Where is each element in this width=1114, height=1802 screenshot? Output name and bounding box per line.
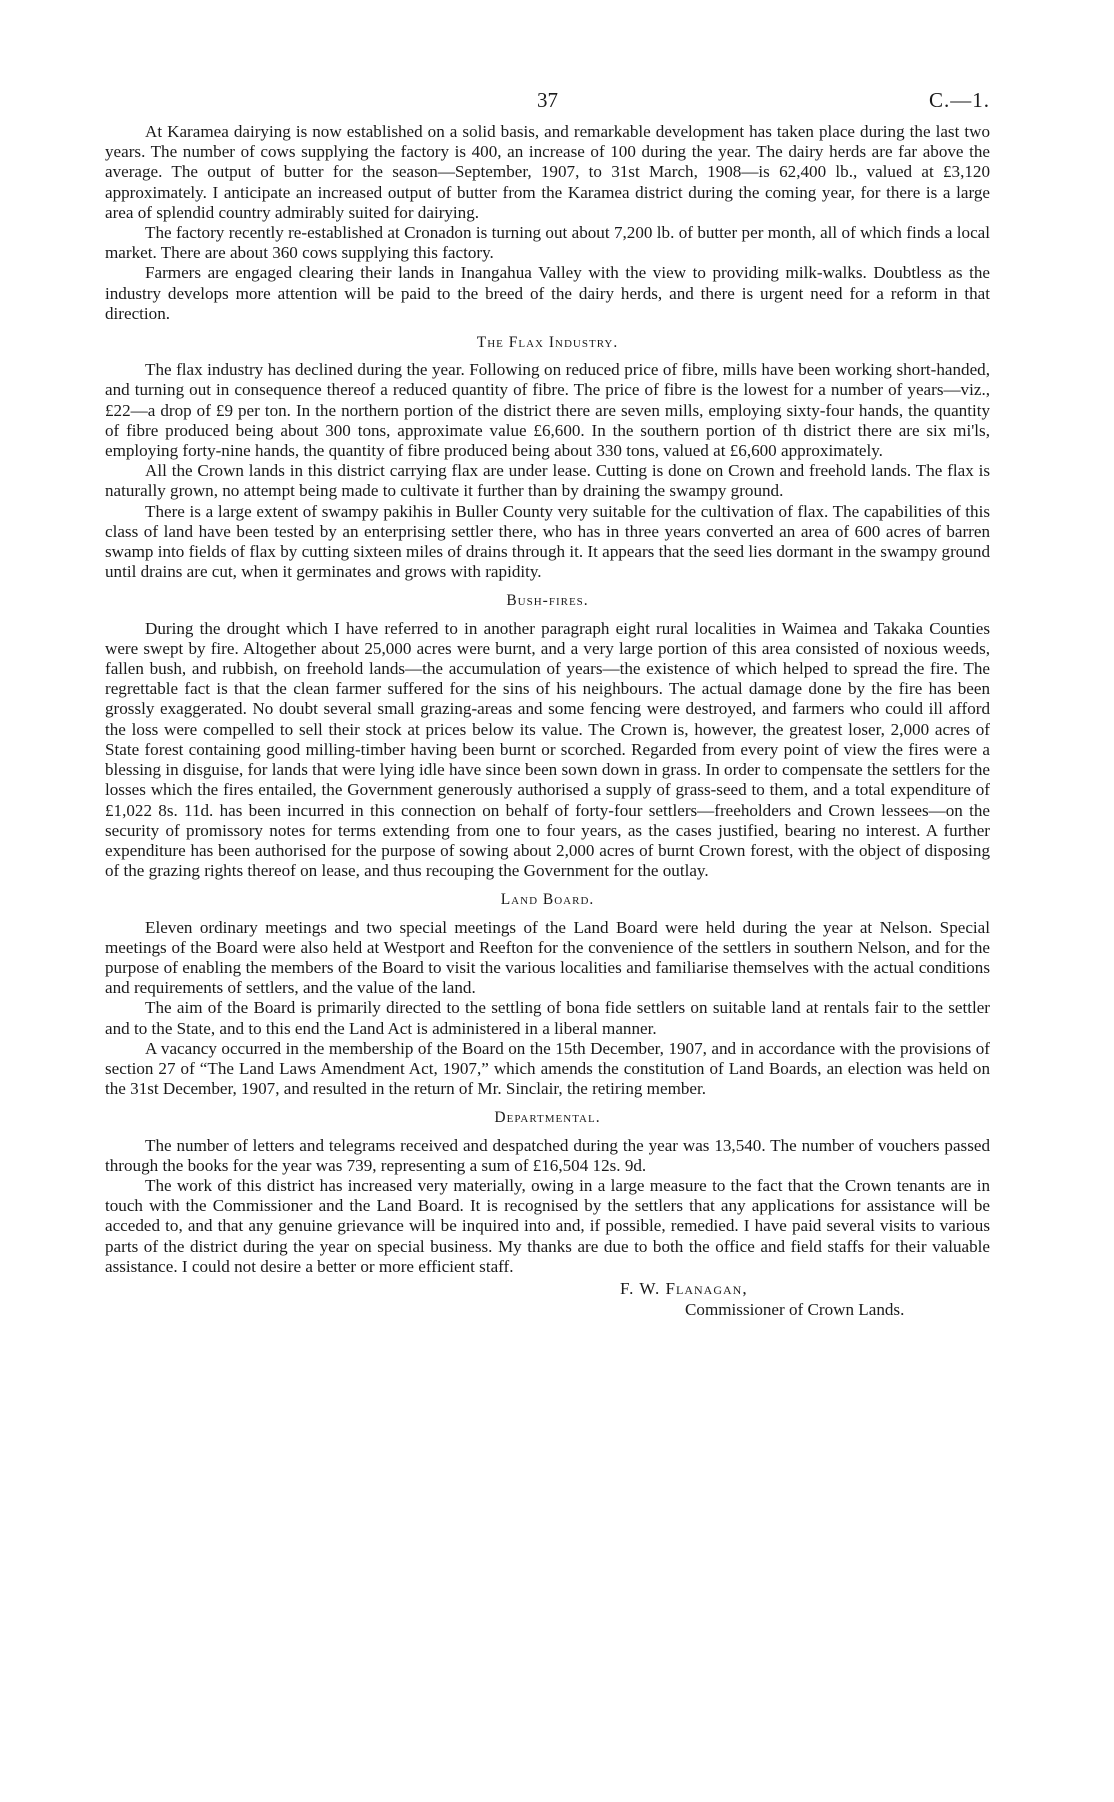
paragraph: All the Crown lands in this district carrying flax are under lease. Cutting is done on Crown and freehold lands. The flax is naturally grown, no attempt being made to cultivate it further than by draining the swampy ground. [105,461,990,501]
document-page [105,88,990,1320]
section-heading: Departmental. [494,1109,601,1127]
section-heading: Bush-fires. [506,592,589,610]
paragraph: The work of this district has increased very materially, owing in a large measure to the fact that the Crown tenants are in touch with the Commissioner and the Land Board. It is recognised by the settlers that any applications for assistance will be acceded to, and that any genuine grievance will be inquired into and, if possible, remedied. I have paid several visits to various parts of the district during the year on special business. My thanks are due to both the office and field staffs for their valuable assistance. I could not desire a better or more efficient staff. [105,1175,990,1276]
section-flax-industry [105,333,990,582]
paragraph: A vacancy occurred in the membership of the Board on the 15th December, 1907, and in accordance with the provisions of section 27 of “The Land Laws Amendment Act, 1907,” which amends the constitution of Land Boards, an election was held on the 31st December, 1907, and resulted in the return of Mr. Sinclair, the retiring member. [105,1038,990,1099]
section-heading: Land Board. [500,891,595,909]
signatory-title: Commissioner of Crown Lands. [685,1299,905,1319]
paragraph: The number of letters and telegrams received and despatched during the year was 13,540. The number of vouchers passed through the books for the year was 739, representing a sum of £16,504 12s. 9d. [105,1135,990,1175]
section-bush-fires [105,591,990,881]
signatory-name: F. W. Flanagan, [620,1278,748,1298]
page-header [105,88,990,122]
document-body [105,122,990,1277]
section-heading: The Flax Industry. [476,334,619,352]
paragraph: Farmers are engaged clearing their lands in Inangahua Valley with the view to providing milk-walks. Doubtless as the industry develops more attention will be paid to the breed of the dairy herds, and there is urgent need for a reform in that direction. [105,263,990,323]
section-dairying [105,122,990,324]
paragraph: There is a large extent of swampy pakihis in Buller County very suitable for the cultivation of flax. The capabilities of this class of land have been tested by an enterprising settler there, who has in three years converted an area of 600 acres of barren swamp into fields of flax by cutting sixteen miles of drains through it. It appears that the seed lies dormant in the swampy ground until drains are cut, when it germinates and grows with rapidity. [105,501,990,582]
document-reference: C.—1. [928,88,990,112]
paragraph: The flax industry has declined during the year. Following on reduced price of fibre, mills have been working short-handed, and turning out in consequence thereof a reduced quantity of fibre. The price of fibre is the lowest for a number of years—viz., £22—a drop of £9 per ton. In the northern portion of the district there are seven mills, employing sixty-four hands, the quantity of fibre produced being about 300 tons, approximate value £6,600. In the southern portion of th district there are six mi'ls, employing forty-nine hands, the quantity of fibre produced being about 330 tons, valued at £6,600 approximately. [105,360,990,461]
page-number: 37 [537,88,558,112]
signature-block [105,1278,990,1320]
paragraph: At Karamea dairying is now established on a solid basis, and remarkable development has taken place during the last two years. The number of cows supplying the factory is 400, an increase of 100 during the year. The dairy herds are far above the average. The output of butter for the season—September, 1907, to 31st March, 1908—is 62,400 lb., valued at £3,120 approximately. I anticipate an increased output of butter from the Karamea district during the coming year, for there is a large area of splendid country admirably suited for dairying. [105,122,990,222]
paragraph: The aim of the Board is primarily directed to the settling of bona fide settlers on suitable land at rentals fair to the settler and to the State, and to this end the Land Act is administered in a liberal manner. [105,998,990,1038]
section-land-board [105,890,990,1099]
paragraph: Eleven ordinary meetings and two special meetings of the Land Board were held during the year at Nelson. Special meetings of the Board were also held at Westport and Reefton for the convenience of the settlers in southern Nelson, and for the purpose of enabling the members of the Board to visit the various localities and familiarise themselves with the actual conditions and requirements of settlers, and the value of the land. [105,917,990,998]
paragraph: During the drought which I have referred to in another paragraph eight rural localities in Waimea and Takaka Counties were swept by fire. Altogether about 25,000 acres were burnt, and a very large portion of this area consisted of noxious weeds, fallen bush, and rubbish, on freehold lands—the accumulation of years—the existence of which helped to spread the fire. The regrettable fact is that the clean farmer suffered for the sins of his neighbours. The actual damage done by the fire has been grossly exaggerated. No doubt several small grazing-areas and some fencing were destroyed, and farmers who could ill afford the loss were compelled to sell their stock at prices below its value. The Crown is, however, the greatest loser, 2,000 acres of State forest containing good milling-timber having been burnt or scorched. Regarded from every point of view the fires were a blessing in disguise, for lands that were lying idle have since been sown down in grass. In order to compensate the settlers for the losses which the fires entailed, the Government generously authorised a supply of grass-seed to them, and a total expenditure of £1,022 8s. 11d. has been incurred in this connection on behalf of forty-four settlers—freeholders and Crown lessees—on the security of promissory notes for terms extending from one to four years, as the cases justified, bearing no interest. A further expenditure has been authorised for the purpose of sowing about 2,000 acres of burnt Crown forest, with the object of disposing of the grazing rights thereof on lease, and thus recouping the Government for the outlay. [105,618,990,881]
section-departmental [105,1108,990,1277]
paragraph: The factory recently re-established at Cronadon is turning out about 7,200 lb. of butter per month, all of which finds a local market. There are about 360 cows supplying this factory. [105,223,990,263]
